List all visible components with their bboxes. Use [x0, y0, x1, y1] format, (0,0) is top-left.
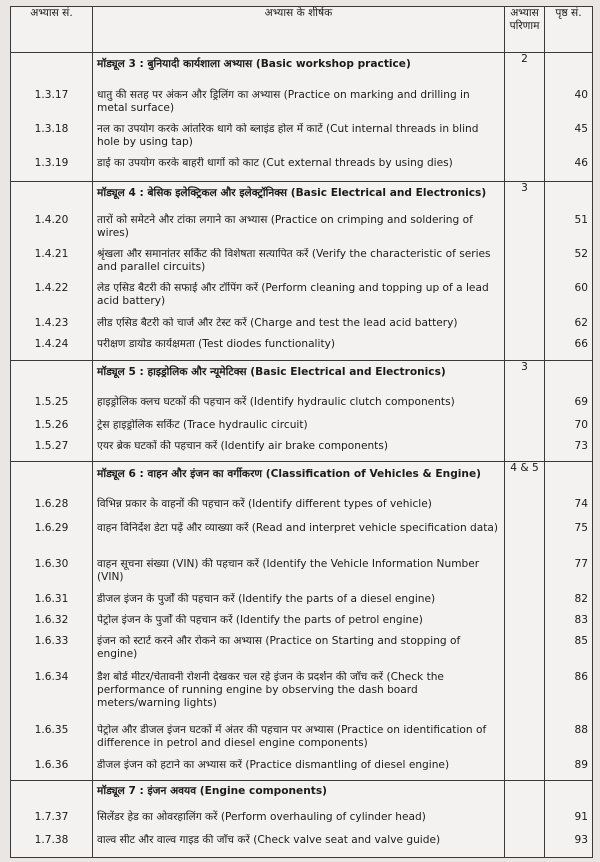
- exercise-title: धातु की सतह पर अंकन और ड्रिलिंग का अभ्यास (Practice on marking and drilling in metal surface): [93, 77, 505, 123]
- module-title: मॉड्यूल 5 : हाइड्रोलिक और न्यूमेटिक्स (Basic Electrical and Electronics): [93, 360, 505, 384]
- exercise-number: 1.6.34: [11, 671, 93, 724]
- header-row: [11, 7, 593, 53]
- module-outcome: 2: [505, 53, 545, 182]
- exercise-number: 1.6.28: [11, 486, 93, 522]
- exercise-number: 1.6.30: [11, 558, 93, 593]
- exercise-title: श्रृंखला और समानांतर सर्किट की विशेषता सत्यापित करें (Verify the characteristic of series and parallel circuits): [93, 248, 505, 282]
- exercise-number: 1.6.36: [11, 759, 93, 780]
- exercise-number: 1.5.25: [11, 384, 93, 418]
- exercise-number: 1.7.37: [11, 803, 93, 834]
- exercise-title: डैश बोर्ड मीटर/चेतावनी रोशनी देखकर चल रहे इंजन के प्रदर्शन की जाँच करें (Check the performance of running engine by observing the dash board meters/warning lights): [93, 671, 505, 724]
- contents-table: [10, 6, 593, 858]
- exercise-title: एयर ब्रेक घटकों की पहचान करें (Identify air brake components): [93, 440, 505, 462]
- exercise-title: पेट्रोल इंजन के पुर्जों की पहचान करें (Identify the parts of petrol engine): [93, 614, 505, 635]
- header-page: पृष्ठ सं.: [545, 7, 593, 53]
- exercise-title: परीक्षण डायोड कार्यक्षमता (Test diodes functionality): [93, 338, 505, 360]
- exercise-number: 1.5.26: [11, 419, 93, 440]
- exercise-number: 1.4.22: [11, 282, 93, 316]
- exercise-title: लेड एसिड बैटरी की सफाई और टॉपिंग करें (Perform cleaning and topping up of a lead acid battery): [93, 282, 505, 316]
- exercise-page: 91: [545, 803, 593, 834]
- exercise-title: डीजल इंजन के पुर्जों की पहचान करें (Identify the parts of a diesel engine): [93, 593, 505, 614]
- module-page-cell: [545, 462, 593, 486]
- exercise-page: 89: [545, 759, 593, 780]
- exercise-title: हाइड्रोलिक क्लच घटकों की पहचान करें (Identify hydraulic clutch components): [93, 384, 505, 418]
- exercise-title: सिलेंडर हेड का ओवरहालिंग करें (Perform overhauling of cylinder head): [93, 803, 505, 834]
- module-page-cell: [545, 53, 593, 77]
- module-row: [11, 182, 593, 206]
- exercise-page: 60: [545, 282, 593, 316]
- exercise-number: 1.5.27: [11, 440, 93, 462]
- exercise-title: वाहन सूचना संख्या (VIN) की पहचान करें (Identify the Vehicle Information Number (VIN): [93, 558, 505, 593]
- exercise-page: 83: [545, 614, 593, 635]
- exercise-number: 1.4.23: [11, 317, 93, 338]
- exercise-title: पेट्रोल और डीजल इंजन घटकों में अंतर की पहचान पर अभ्यास (Practice on identification of difference in petrol and diesel engine components): [93, 724, 505, 759]
- exercise-number: 1.3.19: [11, 157, 93, 181]
- exercise-page: 66: [545, 338, 593, 360]
- exercise-title: लीड एसिड बैटरी को चार्ज और टेस्ट करें (Charge and test the lead acid battery): [93, 317, 505, 338]
- exercise-page: 93: [545, 834, 593, 857]
- module-number-cell: [11, 53, 93, 77]
- exercise-page: 45: [545, 123, 593, 157]
- module-title: मॉड्यूल 6 : वाहन और इंजन का वर्गीकरण (Classification of Vehicles & Engine): [93, 462, 505, 486]
- exercise-page: 82: [545, 593, 593, 614]
- header-title: अभ्यास के शीर्षक: [93, 7, 505, 53]
- module-outcome: [505, 781, 545, 858]
- exercise-page: 75: [545, 522, 593, 557]
- module-number-cell: [11, 360, 93, 384]
- exercise-title: डीजल इंजन को हटाने का अभ्यास करें (Practice dismantling of diesel engine): [93, 759, 505, 780]
- exercise-number: 1.6.33: [11, 635, 93, 670]
- module-number-cell: [11, 462, 93, 486]
- module-number-cell: [11, 781, 93, 803]
- module-number-cell: [11, 182, 93, 206]
- contents-body: [11, 53, 593, 858]
- exercise-number: 1.3.18: [11, 123, 93, 157]
- module-row: [11, 53, 593, 77]
- exercise-page: 40: [545, 77, 593, 123]
- exercise-page: 69: [545, 384, 593, 418]
- exercise-number: 1.6.29: [11, 522, 93, 557]
- header-outcome: अभ्यास परिणाम: [505, 7, 545, 53]
- exercise-title: विभिन्न प्रकार के वाहनों की पहचान करें (Identify different types of vehicle): [93, 486, 505, 522]
- exercise-page: 62: [545, 317, 593, 338]
- module-title: मॉड्यूल 3 : बुनियादी कार्यशाला अभ्यास (Basic workshop practice): [93, 53, 505, 77]
- exercise-page: 73: [545, 440, 593, 462]
- module-outcome: 3: [505, 182, 545, 361]
- exercise-number: 1.6.32: [11, 614, 93, 635]
- module-outcome: 3: [505, 360, 545, 462]
- header-number: अभ्यास सं.: [11, 7, 93, 53]
- exercise-number: 1.3.17: [11, 77, 93, 123]
- exercise-page: 88: [545, 724, 593, 759]
- exercise-title: डाई का उपयोग करके बाहरी धागों को काट (Cut external threads by using dies): [93, 157, 505, 181]
- exercise-page: 46: [545, 157, 593, 181]
- exercise-title: तारों को समेटने और टांका लगाने का अभ्यास (Practice on crimping and soldering of wires): [93, 206, 505, 248]
- exercise-number: 1.6.35: [11, 724, 93, 759]
- exercise-number: 1.4.21: [11, 248, 93, 282]
- exercise-page: 77: [545, 558, 593, 593]
- exercise-title: नल का उपयोग करके आंतरिक धागे को ब्लाइंड होल में काटें (Cut internal threads in blind hole by using tap): [93, 123, 505, 157]
- module-row: [11, 360, 593, 384]
- exercise-page: 86: [545, 671, 593, 724]
- exercise-number: 1.7.38: [11, 834, 93, 857]
- exercise-page: 70: [545, 419, 593, 440]
- exercise-title: ट्रेस हाइड्रोलिक सर्किट (Trace hydraulic circuit): [93, 419, 505, 440]
- module-outcome: 4 & 5: [505, 462, 545, 781]
- module-row: [11, 781, 593, 803]
- exercise-number: 1.4.24: [11, 338, 93, 360]
- exercise-number: 1.6.31: [11, 593, 93, 614]
- exercise-title: इंजन को स्टार्ट करने और रोकने का अभ्यास (Practice on Starting and stopping of engine): [93, 635, 505, 670]
- module-page-cell: [545, 360, 593, 384]
- exercise-page: 52: [545, 248, 593, 282]
- exercise-number: 1.4.20: [11, 206, 93, 248]
- module-title: मॉड्यूल 4 : बेसिक इलेक्ट्रिकल और इलेक्ट्रॉनिक्स (Basic Electrical and Electronics): [93, 182, 505, 206]
- module-row: [11, 462, 593, 486]
- exercise-page: 85: [545, 635, 593, 670]
- module-page-cell: [545, 182, 593, 206]
- exercise-title: वाहन विनिर्देश डेटा पढ़ें और व्याख्या करें (Read and interpret vehicle specification data): [93, 522, 505, 557]
- exercise-title: वाल्व सीट और वाल्व गाइड की जाँच करें (Check valve seat and valve guide): [93, 834, 505, 857]
- module-page-cell: [545, 781, 593, 803]
- exercise-page: 74: [545, 486, 593, 522]
- module-title: मॉड्यूल 7 : इंजन अवयव (Engine components): [93, 781, 505, 803]
- exercise-page: 51: [545, 206, 593, 248]
